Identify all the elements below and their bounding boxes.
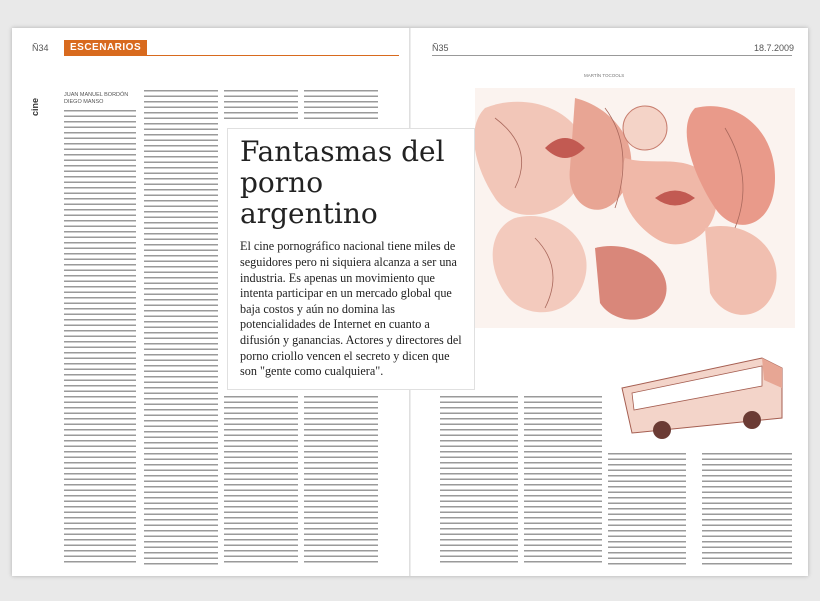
article-headline: Fantasmas del porno argentino bbox=[240, 135, 445, 230]
left-page-number: Ñ34 bbox=[32, 43, 49, 53]
text-column-3 bbox=[224, 90, 298, 122]
text-column-2 bbox=[144, 90, 218, 565]
illustration-credit: MARTÍN TOCOOLS bbox=[584, 73, 625, 78]
issue-date: 18.7.2009 bbox=[753, 43, 794, 53]
text-column-6 bbox=[440, 396, 518, 565]
byline-author-2: DIEGO MANSO bbox=[64, 99, 104, 106]
title-panel bbox=[227, 128, 475, 390]
byline-author-1: JUAN MANUEL BORDÓN bbox=[64, 92, 129, 98]
right-page-number: Ñ35 bbox=[432, 43, 449, 53]
face-shape bbox=[623, 106, 667, 150]
article-illustration bbox=[475, 88, 795, 328]
section-side-label: cine bbox=[30, 98, 40, 117]
wheel-shape bbox=[743, 411, 761, 429]
article-deck: El cine pornográfico nacional tiene miles de seguidores pero ni siquiera alcanza a ser una industria. Es apenas un movimiento que intenta participar en un mercado global que baja costos y aún no domina las potencialidades de Internet en cuanto a difusión y ganancias. Actores y directores del porno criollo vencen el secreto y dicen que son "gente como cualquiera". bbox=[240, 239, 462, 379]
section-tag: ESCENARIOS bbox=[64, 40, 147, 55]
text-column-8b bbox=[608, 453, 686, 565]
text-column-4b bbox=[304, 396, 378, 565]
text-column-3b bbox=[224, 396, 298, 565]
text-column-9b bbox=[702, 453, 792, 565]
text-column-1 bbox=[64, 110, 136, 565]
magazine-spread bbox=[12, 28, 808, 576]
text-column-4 bbox=[304, 90, 378, 122]
byline bbox=[64, 92, 128, 106]
wheel-shape bbox=[653, 421, 671, 439]
text-column-7 bbox=[524, 396, 602, 565]
header-rule-right bbox=[432, 55, 792, 56]
bus-illustration bbox=[612, 328, 792, 448]
header-rule-left bbox=[64, 55, 399, 56]
